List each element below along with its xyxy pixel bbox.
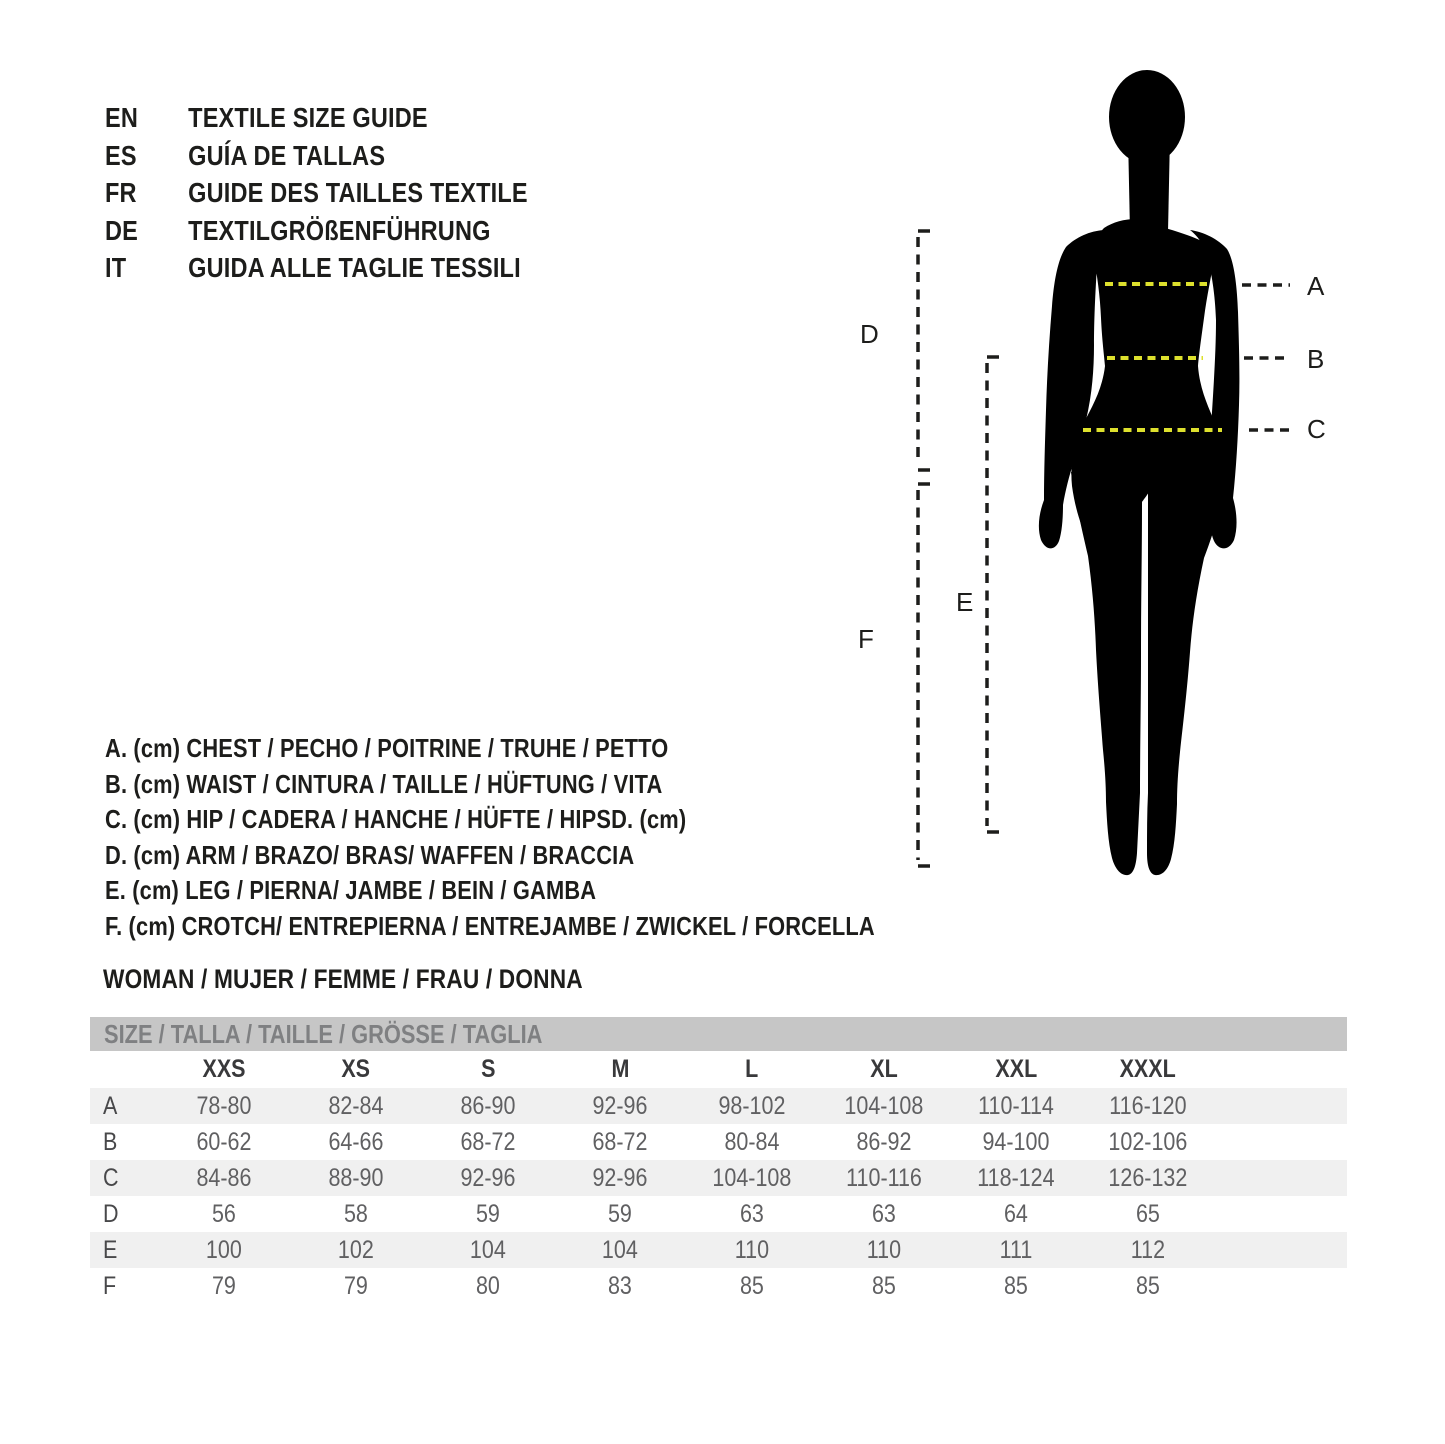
language-row [105, 212, 528, 250]
language-code: DE [105, 214, 139, 246]
language-row [105, 137, 528, 175]
measurement-value: 85 [1136, 1271, 1160, 1300]
measurement-value: 126-132 [1082, 1160, 1347, 1196]
measurement-value: 65 [1136, 1199, 1160, 1228]
measurement-value: 60-62 [196, 1127, 252, 1156]
measurement-value: 111 [950, 1232, 1082, 1268]
measurement-value: 86-92 [856, 1127, 912, 1156]
hip-label: C [1307, 414, 1326, 444]
measurement-legend-line: A. (cm) CHEST / PECHO / POITRINE / TRUHE / PETTO [105, 733, 669, 763]
size-label: S [480, 1055, 496, 1083]
measurement-value: 68-72 [592, 1127, 648, 1156]
measurement-value: 85 [872, 1271, 896, 1300]
measurement-letter: D [103, 1199, 119, 1228]
measurement-value: 112 [1082, 1232, 1347, 1268]
measurement-value: 68-72 [460, 1127, 516, 1156]
silhouette-neck [1128, 135, 1170, 232]
measurement-value: 79 [212, 1271, 236, 1300]
size-table-header-band [90, 1017, 1347, 1051]
measurement-value: 63 [740, 1199, 764, 1228]
size-label: XS [341, 1055, 371, 1083]
measurement-legend-line: C. (cm) HIP / CADERA / HANCHE / HÜFTE / HIPSD. (cm) [105, 804, 687, 834]
language-row [105, 174, 528, 212]
measurement-value: 104-108 [686, 1160, 818, 1196]
gender-heading: WOMAN / MUJER / FEMME / FRAU / DONNA [103, 964, 583, 994]
measurement-value: 64 [1004, 1199, 1028, 1228]
language-code: EN [105, 102, 139, 133]
measurement-letter: C [90, 1160, 158, 1196]
measurement-letter: E [90, 1232, 158, 1268]
language-code: IT [105, 252, 127, 283]
measurement-row [90, 1088, 1347, 1124]
measurement-value: 102-106 [1108, 1127, 1188, 1156]
size-table [90, 1051, 1347, 1304]
measurement-row [90, 1268, 1347, 1304]
measurement-value: 104 [422, 1232, 554, 1268]
size-label: XXL [995, 1055, 1037, 1083]
measurement-value: 64-66 [328, 1127, 384, 1156]
language-row [105, 99, 528, 137]
measurement-value: 110-114 [950, 1088, 1082, 1124]
language-code: FR [105, 177, 137, 208]
waist-label: B [1307, 344, 1325, 374]
size-label: M [611, 1055, 629, 1083]
measurement-value: 85 [740, 1271, 764, 1300]
measurement-letter: A [90, 1088, 158, 1124]
size-header-row [90, 1051, 1347, 1088]
language-title: TEXTILGRÖßENFÜHRUNG [188, 214, 491, 246]
measurement-value: 83 [608, 1271, 632, 1300]
measurement-value: 110-116 [818, 1160, 950, 1196]
measurement-value: 86-90 [422, 1088, 554, 1124]
measurement-letter: F [103, 1271, 117, 1300]
size-label: XXS [202, 1055, 246, 1083]
woman-silhouette [1039, 70, 1240, 875]
measurement-legend-line: E. (cm) LEG / PIERNA/ JAMBE / BEIN / GAMBA [105, 875, 597, 905]
silhouette-left-leg [1071, 466, 1144, 875]
measurement-value: 84-86 [158, 1160, 290, 1196]
measurement-row [90, 1124, 1347, 1160]
measurement-value: 78-80 [158, 1088, 290, 1124]
language-title: GUIDA ALLE TAGLIE TESSILI [188, 252, 521, 283]
arm-label: D [860, 319, 879, 349]
measurement-value: 63 [872, 1199, 896, 1228]
measurement-value: 59 [476, 1199, 500, 1228]
language-title: GUIDE DES TAILLES TEXTILE [188, 177, 528, 208]
measurement-value: 80-84 [724, 1127, 780, 1156]
measurement-value: 118-124 [950, 1160, 1082, 1196]
size-label: XXXL [1119, 1055, 1177, 1083]
measurement-value: 88-90 [290, 1160, 422, 1196]
measurement-letter: B [103, 1127, 118, 1156]
measurement-value: 92-96 [554, 1088, 686, 1124]
size-label: XL [870, 1055, 898, 1083]
measurement-value: 56 [212, 1199, 236, 1228]
measurement-legend-line: F. (cm) CROTCH/ ENTREPIERNA / ENTREJAMBE / ZWICKEL / FORCELLA [105, 910, 875, 941]
measurement-row [90, 1160, 1347, 1196]
label-leader-lines [1242, 285, 1292, 430]
measurement-value: 104-108 [818, 1088, 950, 1124]
size-label: L [745, 1055, 759, 1083]
measurement-legend-line: D. (cm) ARM / BRAZO/ BRAS/ WAFFEN / BRACCIA [105, 839, 635, 870]
measurement-value: 102 [290, 1232, 422, 1268]
size-table-header-text: SIZE / TALLA / TAILLE / GRÖSSE / TAGLIA [104, 1018, 543, 1049]
table-corner-cell [90, 1051, 158, 1088]
measurement-value: 58 [344, 1199, 368, 1228]
measurement-value: 116-120 [1082, 1088, 1347, 1124]
measurement-value: 82-84 [290, 1088, 422, 1124]
measurement-value: 110 [686, 1232, 818, 1268]
measurement-value: 94-100 [982, 1127, 1050, 1156]
measurement-value: 79 [344, 1271, 368, 1300]
language-title: TEXTILE SIZE GUIDE [188, 102, 428, 133]
measurement-value: 85 [1004, 1271, 1028, 1300]
measurement-value: 80 [476, 1271, 500, 1300]
measurement-row [90, 1232, 1347, 1268]
language-title: GUÍA DE TALLAS [188, 139, 386, 171]
language-code: ES [105, 139, 137, 171]
measurement-legend-line: B. (cm) WAIST / CINTURA / TAILLE / HÜFTUNG / VITA [105, 768, 663, 799]
leg-label: E [956, 587, 974, 617]
measurement-value: 104 [554, 1232, 686, 1268]
chest-label: A [1307, 271, 1325, 301]
crotch-label: F [858, 624, 874, 654]
measurement-value: 92-96 [422, 1160, 554, 1196]
measurement-legend [105, 731, 875, 944]
measurement-row [90, 1196, 1347, 1232]
language-title-list [105, 99, 528, 287]
language-row [105, 249, 528, 287]
vertical-measure-lines [918, 237, 987, 860]
body-measurement-diagram [850, 60, 1445, 930]
measurement-value: 110 [818, 1232, 950, 1268]
measurement-value: 59 [608, 1199, 632, 1228]
measurement-value: 98-102 [686, 1088, 818, 1124]
measurement-value: 92-96 [554, 1160, 686, 1196]
measurement-value: 100 [158, 1232, 290, 1268]
